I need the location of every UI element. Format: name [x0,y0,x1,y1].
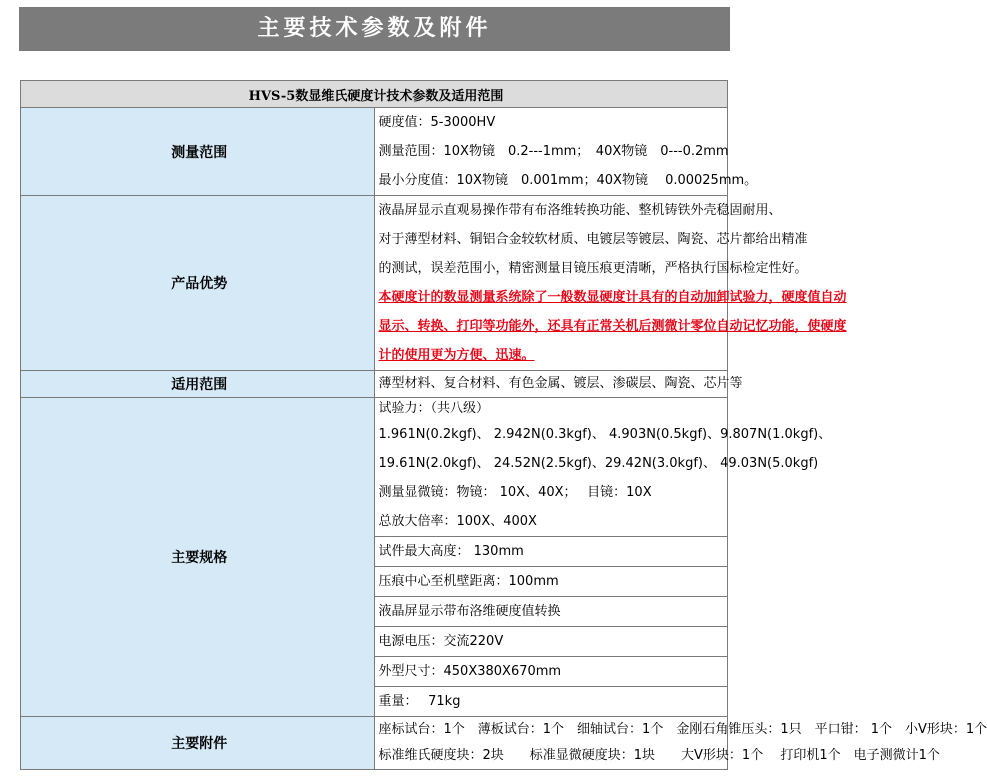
advantages-row [21,196,728,371]
table-caption: HVS-5数显维氏硬度计技术参数及适用范围 [21,81,728,108]
spec-cell [374,537,728,567]
specs-row [21,398,728,537]
spec-line: 试验力：（共八级） [378,401,490,416]
accessories-content [374,717,987,770]
measure-line: 测量范围：10X物镜 0.2---1mm； 40X物镜 0---0.2mm [378,144,729,159]
spec-line: 液晶屏显示带布洛维硬度值转换 [378,604,561,619]
advantages-content [374,196,847,371]
spec-line: 重量： 71kg [378,694,461,709]
scope-content [374,371,743,398]
measure-row [21,108,728,196]
specs-first-block [374,398,832,537]
spec-line: 试件最大高度： 130mm [378,544,524,559]
accessory-line: 座标试台：1个 薄板试台：1个 细轴试台：1个 金刚石角锥压头：1只 平口钳： 1个 小V形块：1个 [378,722,987,737]
accessories-row [21,717,728,770]
advantage-line: 对于薄型材料、铜铝合金较软材质、电镀层等镀层、陶瓷、芯片都给出精准 [378,232,808,247]
spec-line: 压痕中心至机壁距离：100mm [378,574,559,589]
spec-line: 总放大倍率：100X、400X [378,514,537,529]
highlight-line: 显示、转换、打印等功能外，还具有正常关机后测微计零位自动记忆功能，使硬度 [378,319,847,334]
scope-text: 薄型材料、复合材料、有色金属、镀层、渗碳层、陶瓷、芯片等 [378,376,743,391]
advantages-label: 产品优势 [21,196,375,371]
banner-title: 主要技术参数及附件 [257,16,492,41]
spec-line: 19.61N(2.0kgf)、 24.52N(2.5kgf)、29.42N(3.0kgf)、 49.03N(5.0kgf) [378,456,819,471]
measure-line: 最小分度值：10X物镜 0.001mm；40X物镜 0.00025mm。 [378,173,758,188]
page-banner [19,7,730,51]
measure-line: 硬度值：5-3000HV [378,115,496,130]
caption-row [21,81,728,108]
spec-cell [374,687,728,717]
spec-cell [374,627,728,657]
spec-cell [374,567,728,597]
spec-line: 测量显微镜：物镜： 10X、40X； 目镜：10X [378,485,652,500]
spec-line: 电源电压：交流220V [378,634,504,649]
scope-row [21,371,728,398]
scope-label: 适用范围 [21,371,375,398]
advantage-line: 液晶屏显示直观易操作带有布洛维转换功能、整机铸铁外壳稳固耐用、 [378,203,782,218]
accessory-line: 标准维氏硬度块：2块 标准显微硬度块：1块 大V形块：1个 打印机1个 电子测微计1个 [378,748,940,763]
specs-label: 主要规格 [21,398,375,717]
spec-line: 1.961N(0.2kgf)、 2.942N(0.3kgf)、 4.903N(0.5kgf)、9.807N(1.0kgf)、 [378,427,832,442]
advantage-line: 的测试，误差范围小，精密测量目镜压痕更清晰，严格执行国标检定性好。 [378,261,808,276]
spec-cell [374,597,728,627]
spec-line: 外型尺寸：450X380X670mm [378,664,562,679]
highlight-line: 本硬度计的数显测量系统除了一般数显硬度计具有的自动加卸试验力，硬度值自动 [378,290,847,305]
spec-cell [374,657,728,687]
measure-content [374,108,758,196]
spec-table [20,80,987,770]
measure-label: 测量范围 [21,108,375,196]
accessories-label: 主要附件 [21,717,375,770]
highlight-line: 计的使用更为方便、迅速。 [378,348,535,363]
